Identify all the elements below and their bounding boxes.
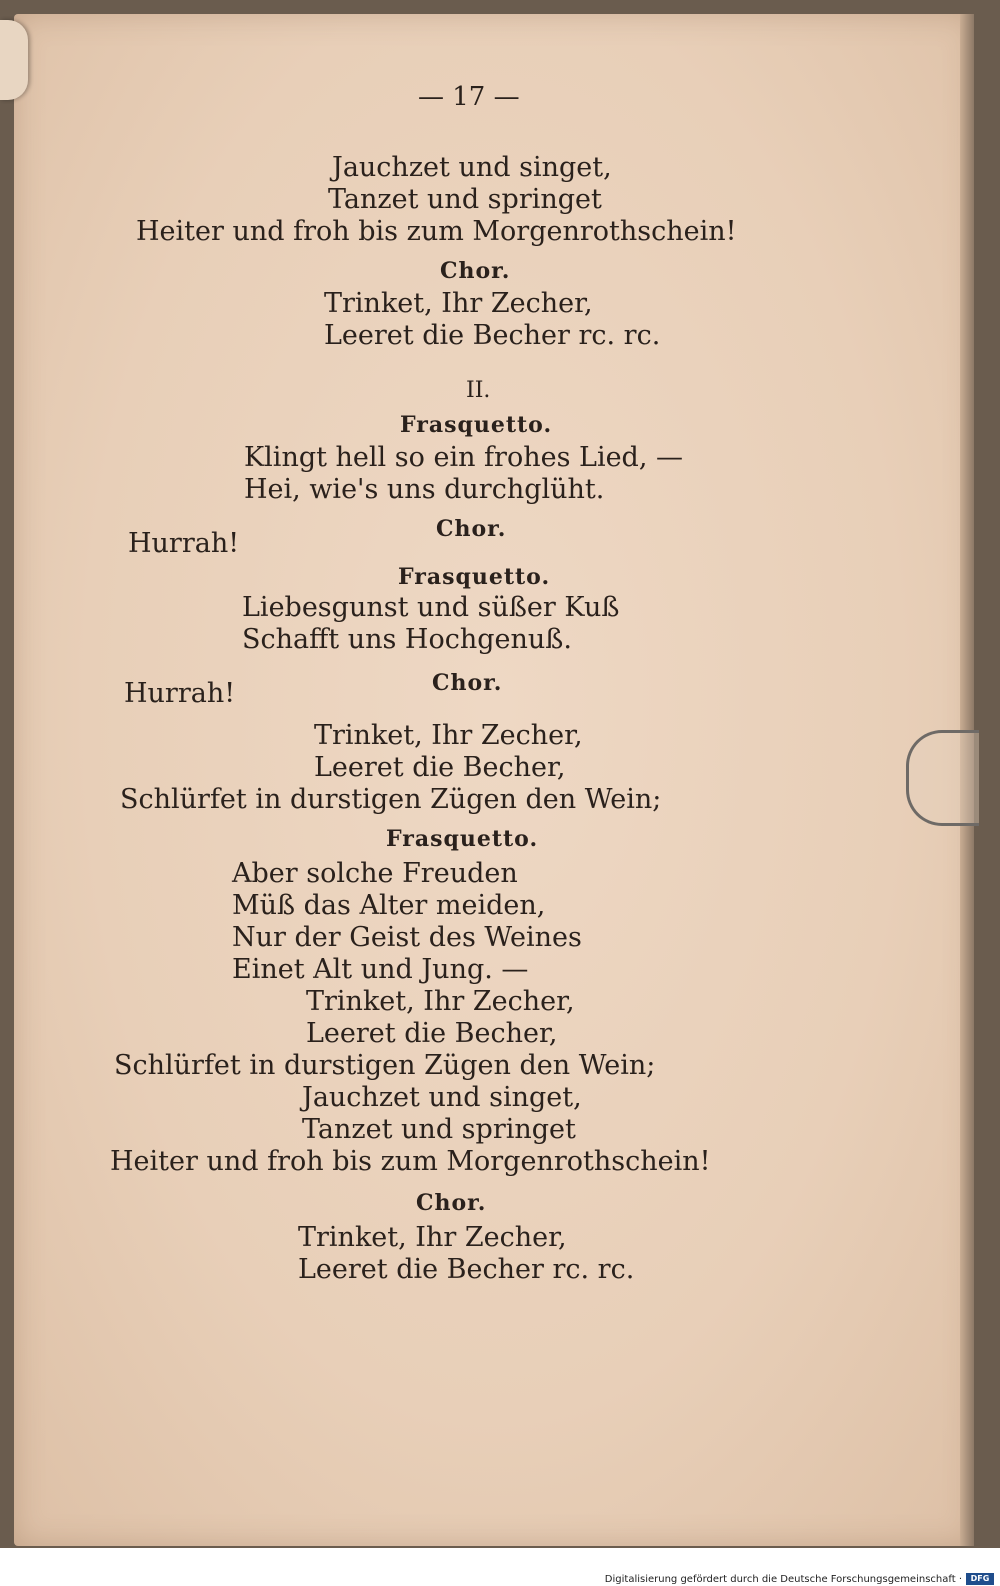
verse-line: Hurrah! [124,678,236,709]
speaker-heading: Chor. [432,670,503,696]
verse-line: Heiter und froh bis zum Morgenrothschein! [110,1146,711,1177]
verse-line: Tanzet und springet [302,1114,576,1145]
verse-line: Hei, wie's uns durchglüht. [244,474,605,505]
verse-line: Leeret die Becher, [314,752,566,783]
verse-line: Leeret die Becher rc. rc. [298,1254,635,1285]
verse-line: Leeret die Becher, [306,1018,558,1049]
verse-line: Trinket, Ihr Zecher, [298,1222,567,1253]
speaker-heading: Frasquetto. [386,826,539,852]
dfg-logo: DFG [966,1573,994,1585]
verse-line: Trinket, Ihr Zecher, [306,986,575,1017]
speaker-heading: Chor. [416,1190,487,1216]
digitization-credit: Digitalisierung gefördert durch die Deutsche Forschungsgemeinschaft · [604,1574,962,1585]
section-number: II. [466,378,491,403]
verse-line: Hurrah! [128,528,240,559]
verse-line: Schlürfet in durstigen Zügen den Wein; [120,784,662,815]
verse-line: Aber solche Freuden [232,858,518,889]
verse-line: Trinket, Ihr Zecher, [314,720,583,751]
verse-line: Einet Alt und Jung. — [232,954,529,985]
verse-line: Liebesgunst und süßer Kuß [242,592,620,623]
binding-edge [0,20,28,100]
speaker-heading: Chor. [436,516,507,542]
speaker-heading: Frasquetto. [398,564,551,590]
verse-line: Jauchzet und singet, [302,1082,582,1113]
speaker-heading: Chor. [440,258,511,284]
page-clip [906,730,979,826]
verse-line: Heiter und froh bis zum Morgenrothschein! [136,216,737,247]
verse-line: Trinket, Ihr Zecher, [324,288,593,319]
verse-line: Schlürfet in durstigen Zügen den Wein; [114,1050,656,1081]
verse-line: Klingt hell so ein frohes Lied, — [244,442,684,473]
verse-line: Tanzet und springet [328,184,602,215]
page-number: — 17 — [418,82,520,112]
speaker-heading: Frasquetto. [400,412,553,438]
verse-line: Müß das Alter meiden, [232,890,546,921]
verse-line: Leeret die Becher rc. rc. [324,320,661,351]
verse-line: Jauchzet und singet, [332,152,612,183]
verse-line: Schafft uns Hochgenuß. [242,624,572,655]
verse-line: Nur der Geist des Weines [232,922,582,953]
